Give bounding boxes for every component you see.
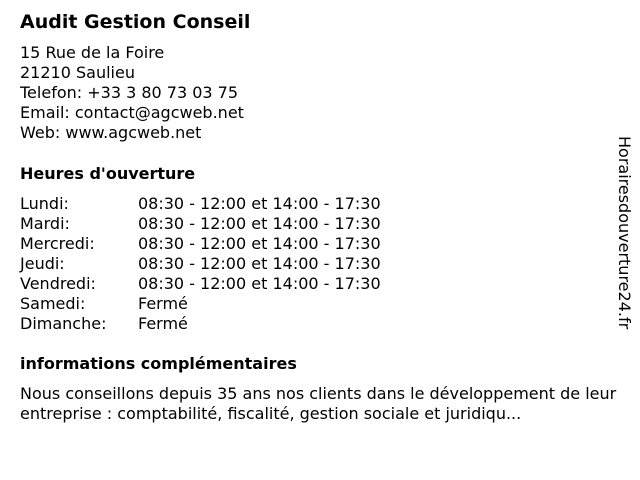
day-label: Dimanche:: [20, 314, 107, 333]
hours-value: 08:30 - 12:00 et 14:00 - 17:30: [138, 254, 381, 273]
hours-row: [20, 274, 381, 294]
phone-number: Telefon: +33 3 80 73 03 75: [20, 83, 239, 102]
site-watermark: Horairesdouverture24.fr: [615, 136, 634, 330]
hours-row: [20, 234, 381, 254]
hours-value: 08:30 - 12:00 et 14:00 - 17:30: [138, 274, 381, 293]
hours-row: [20, 294, 381, 314]
business-description: Nous conseillons depuis 35 ans nos clients dans le développement de leur entreprise : comptabilité, fiscalité, gestion sociale et juridiqu...: [20, 384, 617, 423]
hours-heading: Heures d'ouverture: [20, 164, 196, 183]
day-label: Samedi:: [20, 294, 86, 313]
hours-value: 08:30 - 12:00 et 14:00 - 17:30: [138, 214, 381, 233]
hours-row: [20, 314, 381, 334]
hours-value: 08:30 - 12:00 et 14:00 - 17:30: [138, 234, 381, 253]
hours-value: Fermé: [138, 294, 188, 313]
hours-row: [20, 254, 381, 274]
website: Web: www.agcweb.net: [20, 123, 202, 142]
address-city: 21210 Saulieu: [20, 63, 135, 82]
business-name: Audit Gestion Conseil: [20, 11, 251, 33]
day-label: Jeudi:: [20, 254, 65, 273]
email-address: Email: contact@agcweb.net: [20, 103, 244, 122]
hours-row: [20, 194, 381, 214]
hours-row: [20, 214, 381, 234]
hours-value: Fermé: [138, 314, 188, 333]
day-label: Vendredi:: [20, 274, 96, 293]
day-label: Mercredi:: [20, 234, 95, 253]
info-heading: informations complémentaires: [20, 354, 297, 373]
day-label: Lundi:: [20, 194, 69, 213]
address-street: 15 Rue de la Foire: [20, 43, 165, 62]
contact-block: [20, 43, 244, 143]
day-label: Mardi:: [20, 214, 70, 233]
hours-value: 08:30 - 12:00 et 14:00 - 17:30: [138, 194, 381, 213]
hours-table: [20, 194, 381, 334]
